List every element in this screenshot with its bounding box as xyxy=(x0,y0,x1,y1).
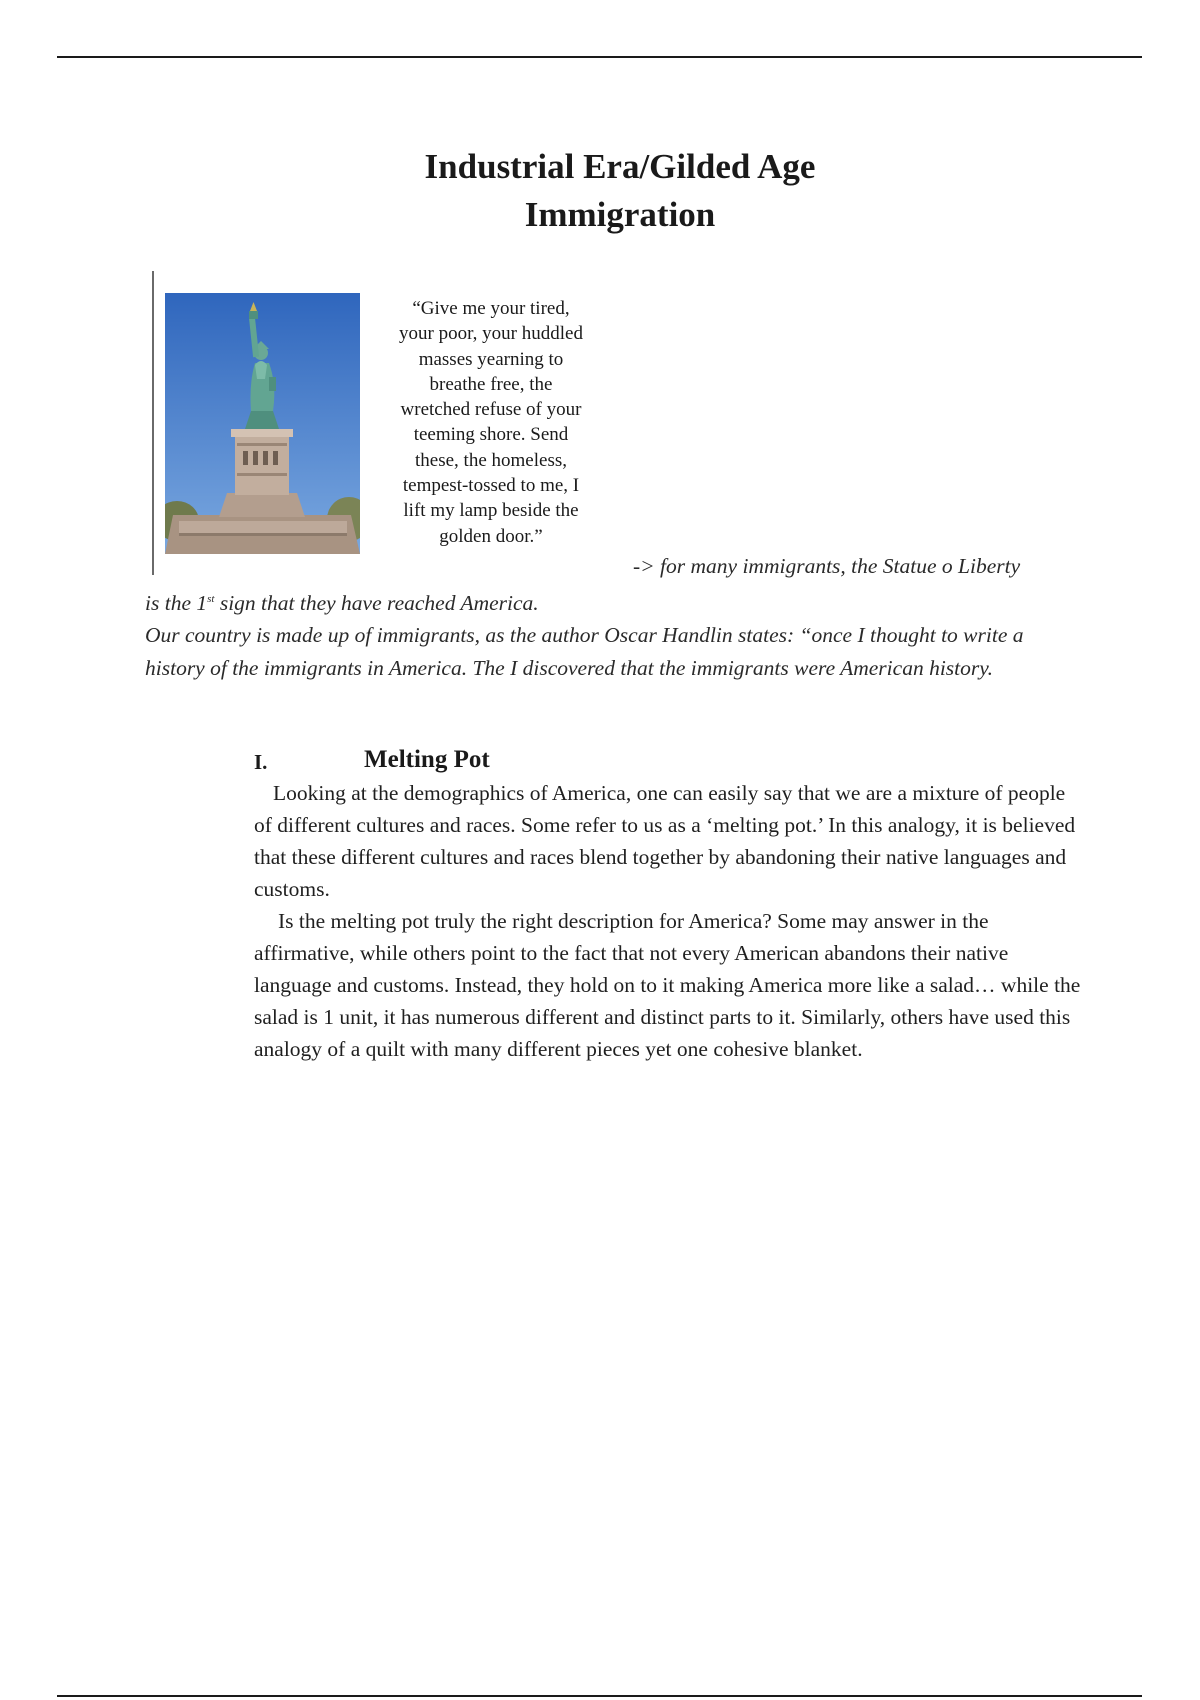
title-line-1: Industrial Era/Gilded Age xyxy=(424,147,816,186)
title-line-2: Immigration xyxy=(524,195,716,234)
paragraph-1: Looking at the demographics of America, one can easily say that we are a mixture of people of different cultures and races. Some refer to us as a ‘melting pot.’ In this analogy, it is believed that these different cultures and races blend together by abandoning their native languages and customs. xyxy=(254,781,1076,901)
handlin-quote: Our country is made up of immigrants, as the author Oscar Handlin states: “once I thought to write a history of the immigrants in America. The I discovered that the immigrants were American history. xyxy=(145,623,1024,680)
bottom-rule xyxy=(57,1695,1142,1697)
caption-line-2-start: is the 1 xyxy=(145,590,208,615)
section-number: I. xyxy=(254,750,268,774)
section-title: Melting Pot xyxy=(364,746,490,773)
caption-ordinal-suffix: st xyxy=(207,592,215,605)
melting-pot-section xyxy=(254,743,1084,1065)
caption-line-2-end: sign that they have reached America. xyxy=(214,590,539,615)
figure-side-bar xyxy=(152,271,154,575)
caption-arrow-line: -> for many immigrants, the Statue o Liberty xyxy=(633,554,1021,578)
quote-text: “Give me your tired, your poor, your huddled masses yearning to breathe free, the wretched refuse of your teeming shore. Send these, the homeless, tempest-tossed to me, I lift my lamp beside the golden door.” xyxy=(399,298,583,547)
top-rule xyxy=(57,56,1142,58)
section-heading xyxy=(254,743,1084,777)
caption-block xyxy=(145,550,1075,684)
caption-line-2 xyxy=(145,591,539,615)
page-title xyxy=(0,143,1200,239)
paragraph-2: Is the melting pot truly the right description for America? Some may answer in the affirmative, while others point to the fact that not every American abandons their native language and customs. Instead, they hold on to it making America more like a salad… while the salad is 1 unit, it has numerous different and distinct parts to it. Similarly, others have used this analogy of a quilt with many different pieces yet one cohesive blanket. xyxy=(254,909,1081,1061)
statue-of-liberty-photo xyxy=(165,293,360,554)
